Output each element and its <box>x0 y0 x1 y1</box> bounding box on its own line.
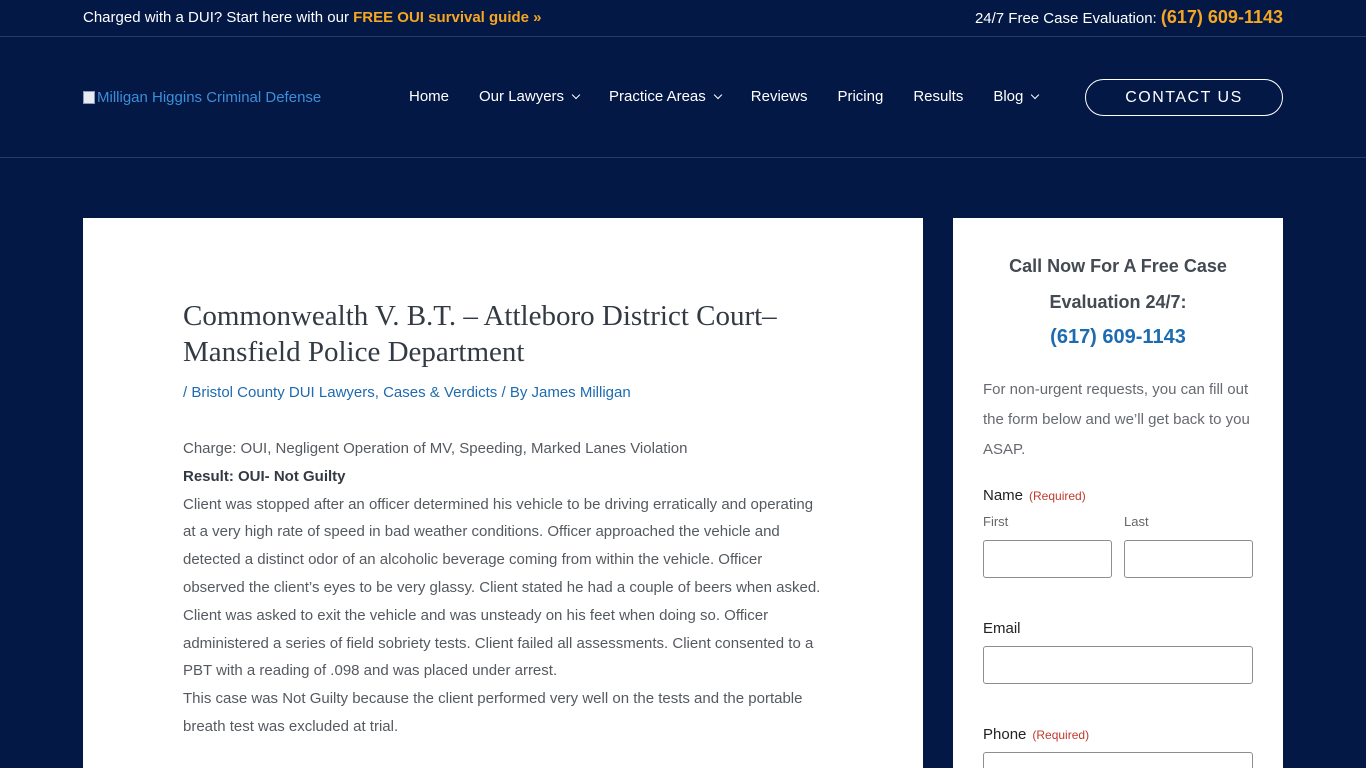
nav-reviews[interactable] <box>736 88 823 105</box>
nav-blog-label: Blog <box>993 88 1024 105</box>
site-header <box>0 37 1366 158</box>
category-link-bristol[interactable]: Bristol County DUI Lawyers <box>191 384 375 401</box>
paragraph-facts: Client was stopped after an officer determined his vehicle to be driving erratically and operating at a very high rate of speed in bad weather conditions. Officer approached the vehicle and detected a distinct odor of an alcoholic beverage coming from within the vehicle. Officer observed the client’s eyes to be very glassy. Client stated he had a couple of beers when asked. Client was asked to exit the vehicle and was unsteady on his feet when doing so. Officer administered a series of field sobriety tests. Client failed all assessments. Client consented to a PBT with a reading of .098 and was placed under arrest. <box>183 495 821 680</box>
oui-guide-link[interactable]: FREE OUI survival guide » <box>353 9 542 26</box>
meta-prefix: / <box>183 384 192 401</box>
site-logo[interactable] <box>83 89 321 106</box>
last-name-sublabel: Last <box>1124 514 1149 529</box>
case-evaluation <box>975 7 1283 28</box>
eval-label: 24/7 Free Case Evaluation: <box>974 10 1161 27</box>
name-label <box>983 487 1086 504</box>
article-body <box>183 435 823 741</box>
article-title: Commonwealth V. B.T. – Attleboro District Court– Mansfield Police Department <box>183 300 777 368</box>
nav-pricing[interactable] <box>822 88 898 105</box>
sidebar-contact-form <box>953 218 1283 768</box>
phone-label <box>983 726 1089 743</box>
required-marker: (Required) <box>1032 728 1090 742</box>
email-input[interactable] <box>983 646 1253 684</box>
author-link[interactable]: James Milligan <box>531 384 631 401</box>
nav-reviews-label: Reviews <box>750 88 808 105</box>
contact-us-button[interactable]: CONTACT US <box>1085 79 1283 116</box>
logo-alt-text: Milligan Higgins Criminal Defense <box>97 89 322 106</box>
chevron-down-icon <box>1031 90 1039 98</box>
topbar-phone-link[interactable]: (617) 609-1143 <box>1160 7 1283 27</box>
nav-practice-areas[interactable] <box>594 88 736 105</box>
phone-input[interactable] <box>983 752 1253 768</box>
result-line: Result: OUI- Not Guilty <box>183 467 346 485</box>
name-label-text: Name <box>983 487 1024 504</box>
chevron-down-icon <box>572 90 580 98</box>
main-nav <box>394 88 1053 105</box>
form-note: For non-urgent requests, you can fill out the form below and we’ll get back to you ASAP. <box>983 381 1250 458</box>
charge-line: Charge: OUI, Negligent Operation of MV, Speeding, Marked Lanes Violation <box>183 440 688 457</box>
article-meta <box>183 384 823 401</box>
meta-separator: , <box>374 384 384 401</box>
promo-label: Charged with a DUI? Start here with our <box>83 9 354 26</box>
first-name-input[interactable] <box>983 540 1112 578</box>
broken-image-icon <box>83 91 95 104</box>
nav-results[interactable] <box>898 88 978 105</box>
sidebar-phone-link[interactable]: (617) 609-1143 <box>1050 326 1186 348</box>
nav-our-lawyers[interactable] <box>464 88 594 105</box>
category-link-cases[interactable]: Cases & Verdicts <box>383 384 498 401</box>
top-bar <box>0 0 1366 37</box>
email-label: Email <box>983 620 1021 637</box>
article-content <box>183 298 823 741</box>
last-name-input[interactable] <box>1124 540 1253 578</box>
paragraph-outcome: This case was Not Guilty because the client performed very well on the tests and the portable breath test was excluded at trial. <box>183 690 803 735</box>
nav-our-lawyers-label: Our Lawyers <box>479 88 565 105</box>
nav-home-label: Home <box>409 88 450 105</box>
required-marker: (Required) <box>1029 489 1086 503</box>
nav-pricing-label: Pricing <box>837 88 884 105</box>
call-now-heading: Call Now For A Free Case Evaluation 24/7: <box>1009 256 1227 312</box>
phone-label-text: Phone <box>983 726 1027 743</box>
nav-home[interactable] <box>394 88 464 105</box>
nav-results-label: Results <box>913 88 964 105</box>
promo-text <box>83 9 542 26</box>
first-name-sublabel: First <box>983 514 1009 529</box>
nav-practice-areas-label: Practice Areas <box>609 88 706 105</box>
chevron-down-icon <box>714 90 722 98</box>
article-card <box>83 218 923 768</box>
nav-blog[interactable] <box>978 88 1053 105</box>
meta-by: / By <box>497 384 532 401</box>
